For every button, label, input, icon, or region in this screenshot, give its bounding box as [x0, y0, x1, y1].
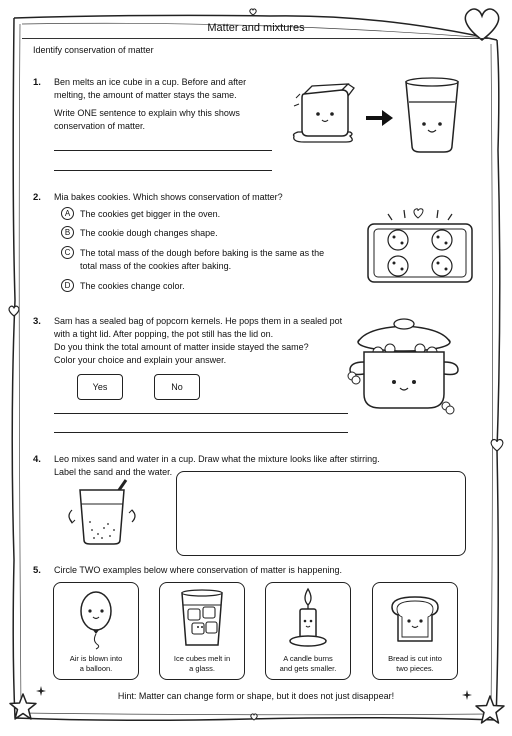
bread-icon — [390, 595, 440, 645]
card-bread[interactable] — [372, 582, 458, 680]
no-button[interactable]: No — [154, 374, 200, 400]
card-balloon[interactable] — [53, 582, 139, 680]
q4-text: Leo mixes sand and water in a cup. Draw what the mixture looks like after stirring. — [54, 454, 380, 464]
page-subtitle: Identify conservation of matter — [33, 45, 154, 55]
answer-line[interactable] — [54, 413, 348, 414]
glass-of-water-icon — [398, 76, 466, 156]
card-caption: a balloon. — [79, 664, 113, 673]
heart-icon — [8, 305, 20, 317]
q3-text: Do you think the total amount of matter inside stayed the same? — [54, 342, 309, 352]
q3-text: Color your choice and explain your answer. — [54, 355, 227, 365]
option-c-circle[interactable]: C — [61, 246, 74, 259]
candle-icon — [286, 587, 330, 649]
q1-text: melting, the amount of matter stays the same. — [54, 90, 237, 100]
option-a-circle[interactable]: A — [61, 207, 74, 220]
option-b-text: The cookie dough changes shape. — [80, 228, 218, 238]
q3-text: with a tight lid. After popping, the pot still has the lid on. — [54, 329, 274, 339]
option-d-circle[interactable]: D — [61, 279, 74, 292]
q1-text: Write ONE sentence to explain why this shows — [54, 108, 240, 118]
option-c-text: total mass of the cookies after baking. — [80, 261, 232, 271]
balloon-icon — [76, 589, 116, 649]
heart-icon — [250, 713, 258, 721]
q1-number: 1. — [33, 77, 41, 88]
answer-line[interactable] — [54, 150, 272, 151]
hint-text: Hint: Matter can change form or shape, but it does not just disappear! — [117, 691, 395, 701]
card-candle[interactable] — [265, 582, 351, 680]
option-d-text: The cookies change color. — [80, 281, 185, 291]
answer-line[interactable] — [54, 432, 348, 433]
card-caption: two pieces. — [396, 664, 434, 673]
q1-text: Ben melts an ice cube in a cup. Before and after — [54, 77, 247, 87]
popcorn-pot-icon — [346, 312, 466, 418]
page-title: Matter and mixtures — [207, 22, 305, 34]
q2-text: Mia bakes cookies. Which shows conservation of matter? — [54, 192, 283, 202]
cookie-tray-icon — [366, 206, 476, 286]
heart-icon — [490, 438, 504, 452]
q5-number: 5. — [33, 565, 41, 576]
card-caption: a glass. — [189, 664, 215, 673]
answer-line[interactable] — [54, 170, 272, 171]
option-a-text: The cookies get bigger in the oven. — [80, 209, 221, 219]
q4-text: Label the sand and the water. — [54, 467, 173, 477]
q3-number: 3. — [33, 316, 41, 327]
q2-number: 2. — [33, 192, 41, 203]
sand-water-cup-icon — [64, 478, 144, 548]
card-ice-glass[interactable] — [159, 582, 245, 680]
q5-text: Circle TWO examples below where conservation of matter is happening. — [54, 565, 342, 575]
drawing-box[interactable] — [176, 471, 466, 556]
yes-button[interactable]: Yes — [77, 374, 123, 400]
q1-text: conservation of matter. — [54, 121, 146, 131]
heart-icon — [249, 8, 257, 16]
card-caption: Bread is cut into — [388, 654, 442, 663]
option-c-text: The total mass of the dough before baking is the same as the — [80, 248, 325, 258]
q3-text: Sam has a sealed bag of popcorn kernels. He pops them in a sealed pot — [54, 316, 343, 326]
card-caption: A candle burns — [283, 654, 333, 663]
ice-cube-icon — [290, 82, 360, 146]
arrow-right-icon — [364, 108, 394, 128]
q4-number: 4. — [33, 454, 41, 465]
option-b-circle[interactable]: B — [61, 226, 74, 239]
ice-glass-icon — [178, 589, 226, 649]
card-caption: Air is blown into — [69, 654, 123, 663]
card-caption: and gets smaller. — [279, 664, 337, 673]
card-caption: Ice cubes melt in — [173, 654, 231, 663]
title-underline — [22, 38, 490, 39]
